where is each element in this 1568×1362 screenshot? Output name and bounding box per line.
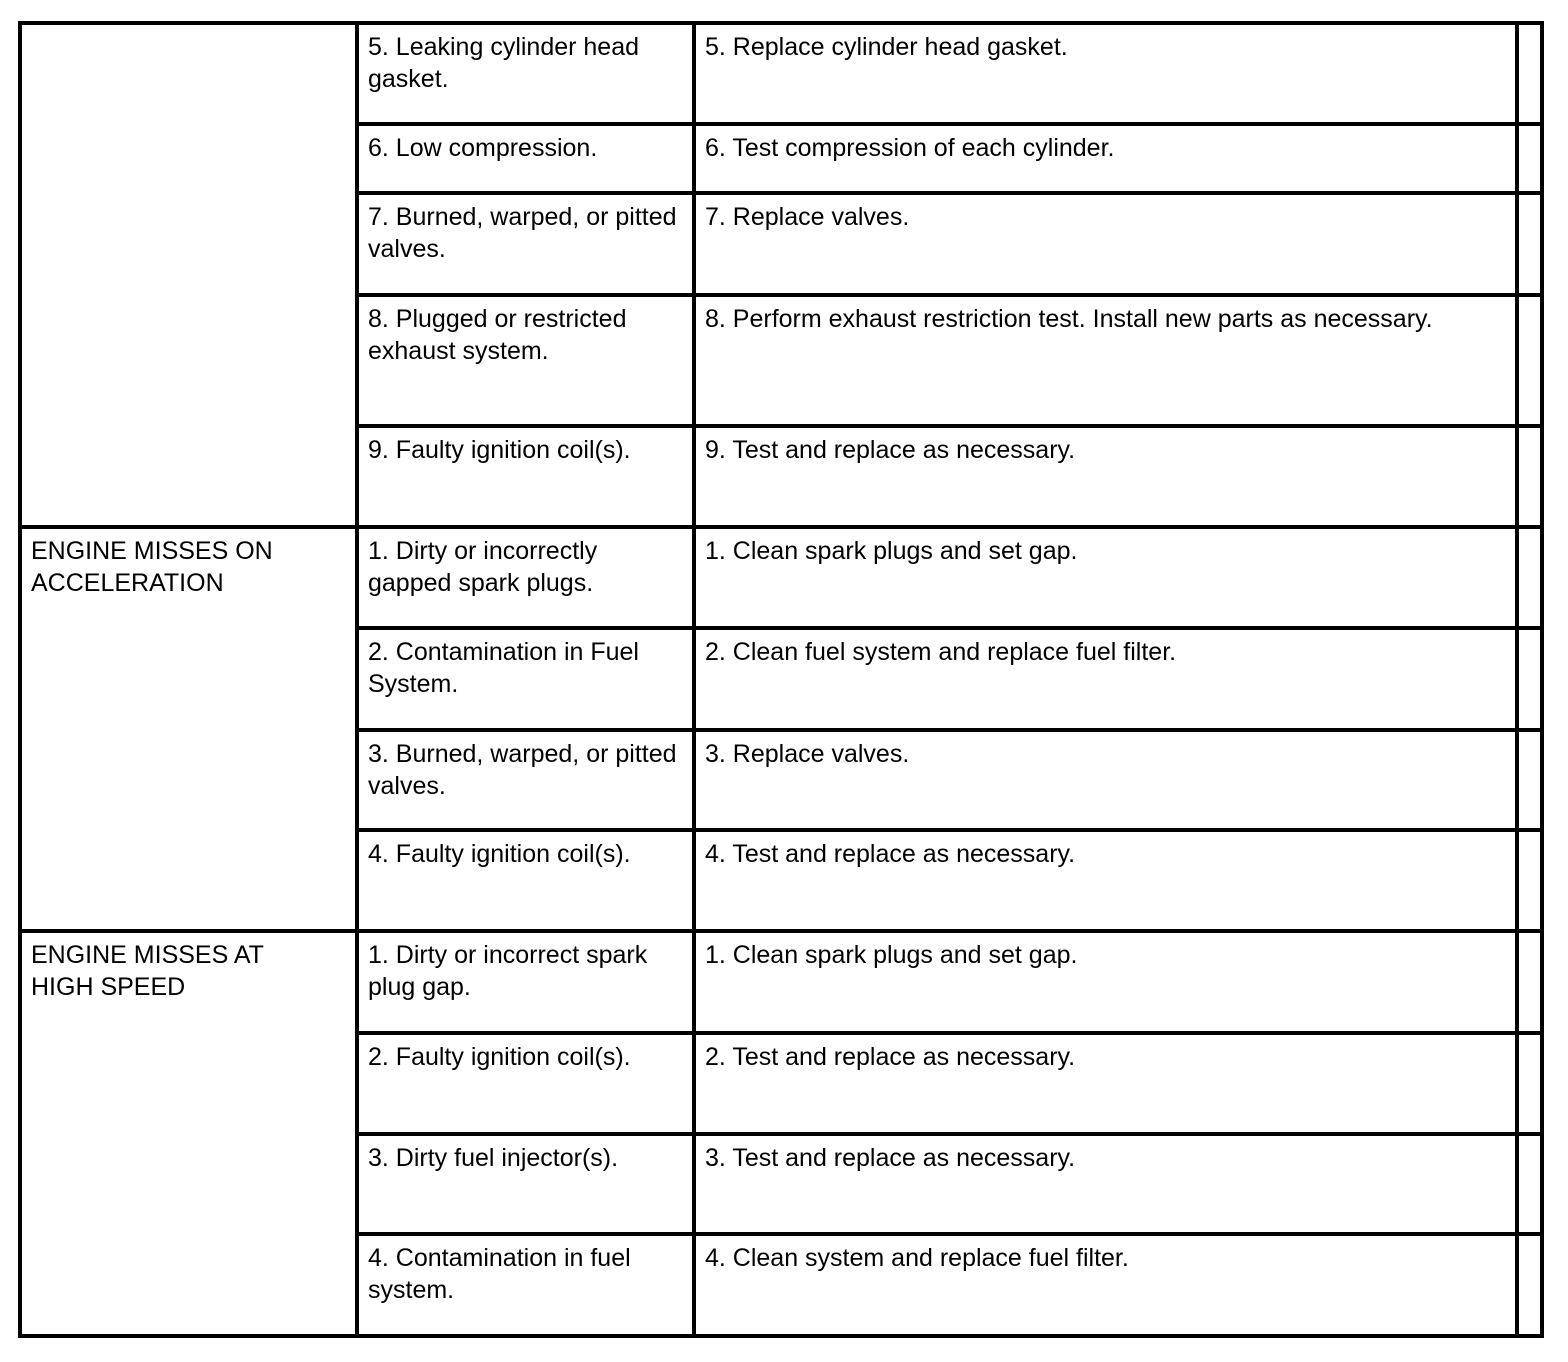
correction-cell: 2. Test and replace as necessary. [705, 1043, 1076, 1071]
cause-cell: 4. Faulty ignition coil(s). [368, 840, 631, 868]
correction-cell: 3. Test and replace as necessary. [705, 1144, 1076, 1172]
correction-cell: 2. Clean fuel system and replace fuel filter. [705, 638, 1177, 666]
correction-cell: 8. Perform exhaust restriction test. Install new parts as necessary. [705, 305, 1433, 333]
troubleshooting-table [18, 21, 1544, 1338]
correction-cell: 7. Replace valves. [705, 203, 910, 231]
cause-cell: 2. Faulty ignition coil(s). [368, 1043, 631, 1071]
correction-cell: 6. Test compression of each cylinder. [705, 134, 1115, 162]
cause-cell: 7. Burned, warped, or pitted valves. [368, 203, 677, 263]
correction-cell: 1. Clean spark plugs and set gap. [705, 537, 1078, 565]
column-divider-correction-blank [1515, 25, 1519, 1334]
correction-cell: 4. Clean system and replace fuel filter. [705, 1244, 1129, 1272]
correction-cell: 3. Replace valves. [705, 740, 910, 768]
cause-cell: 1. Dirty or incorrectly gapped spark plugs. [368, 537, 598, 597]
cause-cell: 8. Plugged or restricted exhaust system. [368, 305, 627, 365]
cause-cell: 4. Contamination in fuel system. [368, 1244, 631, 1304]
cause-cell: 9. Faulty ignition coil(s). [368, 436, 631, 464]
symptom-cell: ENGINE MISSES AT HIGH SPEED [31, 941, 264, 1001]
cause-cell: 2. Contamination in Fuel System. [368, 638, 639, 698]
cause-cell: 1. Dirty or incorrect spark plug gap. [368, 941, 648, 1001]
correction-cell: 1. Clean spark plugs and set gap. [705, 941, 1078, 969]
correction-cell: 4. Test and replace as necessary. [705, 840, 1076, 868]
symptom-cell [22, 25, 355, 525]
cause-cell: 3. Dirty fuel injector(s). [368, 1144, 619, 1172]
cause-cell: 3. Burned, warped, or pitted valves. [368, 740, 677, 800]
correction-cell: 9. Test and replace as necessary. [705, 436, 1076, 464]
cause-cell: 6. Low compression. [368, 134, 598, 162]
correction-cell: 5. Replace cylinder head gasket. [705, 33, 1068, 61]
symptom-cell: ENGINE MISSES ON ACCELERATION [31, 537, 273, 597]
cause-cell: 5. Leaking cylinder head gasket. [368, 33, 640, 93]
